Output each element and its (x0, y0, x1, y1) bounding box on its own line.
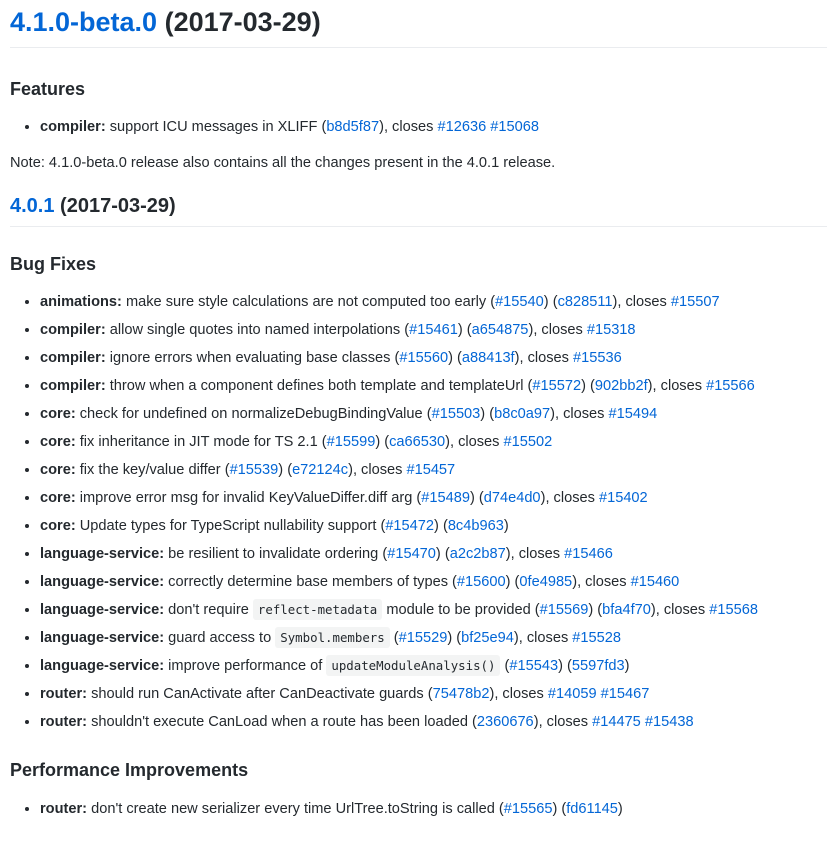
item-description: Update types for TypeScript nullability support (79, 518, 377, 535)
closes-issue-link[interactable]: #15507 (670, 294, 720, 311)
item-scope: router: (40, 714, 88, 731)
list-item: • language-service: guard access to Symbol.members (#15529) (bf25e94), closes #15528 (40, 624, 827, 652)
closes-issue-link[interactable]: #15457 (406, 462, 456, 479)
item-scope: language-service: (40, 546, 165, 563)
list-item: • core: fix inheritance in JIT mode for TS 2.1 (#15599) (ca66530), closes #15502 (40, 428, 827, 456)
list-item: • core: fix the key/value differ (#15539) (e72124c), closes #15457 (40, 456, 827, 484)
list-item: • router: don't create new serializer every time UrlTree.toString is called (#15565) (fd61145) (40, 795, 827, 823)
commit-link[interactable]: bfa4f70 (602, 602, 651, 619)
closes-issue-link[interactable]: #15068 (490, 118, 539, 135)
item-scope: language-service: (40, 658, 165, 675)
closes-issue-link[interactable]: #15466 (564, 546, 613, 563)
commit-link[interactable]: 902bb2f (594, 378, 648, 395)
list-item: • router: shouldn't execute CanLoad when a route has been loaded (2360676), closes #14475 #15438 (40, 708, 827, 736)
commit-link[interactable]: 75478b2 (432, 686, 490, 703)
pull-request-link[interactable]: #15600 (456, 574, 506, 591)
commit-link[interactable]: bf25e94 (461, 630, 514, 647)
list-item: • compiler: allow single quotes into named interpolations (#15461) (a654875), closes #15318 (40, 316, 827, 344)
item-description: improve error msg for invalid KeyValueDiffer.diff arg (79, 490, 413, 507)
item-scope: animations: (40, 294, 122, 311)
item-scope: core: (40, 462, 76, 479)
item-scope: compiler: (40, 350, 106, 367)
item-scope: core: (40, 434, 76, 451)
item-description-continued: module to be provided (386, 602, 531, 619)
item-description: fix the key/value differ (79, 462, 221, 479)
pull-request-link[interactable]: #15503 (431, 406, 481, 423)
item-description: support ICU messages in XLIFF (109, 118, 318, 135)
code-snippet: reflect-metadata (253, 599, 382, 620)
closes-issue-link[interactable]: #12636 (437, 118, 487, 135)
item-scope: core: (40, 518, 76, 535)
list-item: • core: improve error msg for invalid KeyValueDiffer.diff arg (#15489) (d74e4d0), closes #15402 (40, 484, 827, 512)
commit-link[interactable]: b8d5f87 (326, 118, 380, 135)
commit-link[interactable]: d74e4d0 (483, 490, 541, 507)
item-scope: compiler: (40, 118, 106, 135)
item-description: guard access to (168, 630, 272, 647)
pull-request-link[interactable]: #15599 (326, 434, 376, 451)
list-item: • compiler: throw when a component defines both template and templateUrl (#15572) (902bb2f), closes #15566 (40, 372, 827, 400)
closes-issue-link[interactable]: #15536 (573, 350, 622, 367)
features-list (10, 113, 827, 141)
closes-issue-link[interactable]: #15467 (600, 686, 650, 703)
pull-request-link[interactable]: #15543 (509, 658, 559, 675)
commit-link[interactable]: a88413f (461, 350, 515, 367)
release-note: Note: 4.1.0-beta.0 release also contains all the changes present in the 4.0.1 release. (10, 154, 556, 171)
closes-issue-link[interactable]: #15502 (503, 434, 553, 451)
item-description: should run CanActivate after CanDeactivate guards (91, 686, 424, 703)
list-item: • language-service: don't require reflect-metadata module to be provided (#15569) (bfa4f70), closes #15568 (40, 596, 827, 624)
item-scope: compiler: (40, 378, 106, 395)
release-version-link[interactable]: 4.0.1 (10, 194, 55, 217)
list-item: • language-service: improve performance of updateModuleAnalysis() (#15543) (5597fd3) (40, 652, 827, 680)
pull-request-link[interactable]: #15470 (387, 546, 436, 563)
pull-request-link[interactable]: #15540 (495, 294, 544, 311)
performance-list (10, 795, 827, 823)
features-heading: Features (10, 79, 86, 100)
list-item: • router: should run CanActivate after CanDeactivate guards (75478b2), closes #14059 #15467 (40, 680, 827, 708)
bug-fixes-list (10, 288, 827, 736)
list-item: • compiler: support ICU messages in XLIFF (b8d5f87), closes #12636 #15068 (40, 113, 827, 141)
item-description: make sure style calculations are not computed too early (125, 294, 487, 311)
pull-request-link[interactable]: #15539 (229, 462, 279, 479)
item-scope: core: (40, 490, 76, 507)
release-date: (2017-03-29) (60, 194, 176, 217)
pull-request-link[interactable]: #15569 (539, 602, 589, 619)
release-heading-401 (10, 190, 827, 227)
commit-link[interactable]: 0fe4985 (519, 574, 573, 591)
item-scope: router: (40, 686, 88, 703)
list-item: • core: check for undefined on normalizeDebugBindingValue (#15503) (b8c0a97), closes #15494 (40, 400, 827, 428)
pull-request-link[interactable]: #15560 (399, 350, 449, 367)
item-description: be resilient to invalidate ordering (168, 546, 379, 563)
list-item: • core: Update types for TypeScript nullability support (#15472) (8c4b963) (40, 512, 827, 540)
pull-request-link[interactable]: #15572 (532, 378, 582, 395)
item-description: allow single quotes into named interpolations (109, 322, 401, 339)
commit-link[interactable]: a654875 (471, 322, 529, 339)
item-description: check for undefined on normalizeDebugBindingValue (79, 406, 423, 423)
closes-issue-link[interactable]: #15402 (598, 490, 648, 507)
item-scope: compiler: (40, 322, 106, 339)
item-description: don't create new serializer every time UrlTree.toString is called (91, 800, 495, 817)
release-date: (2017-03-29) (164, 7, 321, 37)
list-item: • language-service: be resilient to invalidate ordering (#15470) (a2c2b87), closes #15466 (40, 540, 827, 568)
closes-issue-link[interactable]: #15566 (706, 378, 755, 395)
commit-link[interactable]: ca66530 (389, 434, 446, 451)
pull-request-link[interactable]: #15565 (503, 800, 553, 817)
pull-request-link[interactable]: #15529 (398, 630, 448, 647)
item-scope: language-service: (40, 574, 165, 591)
item-description: ignore errors when evaluating base classes (109, 350, 391, 367)
commit-link[interactable]: 8c4b963 (447, 518, 504, 535)
bug-fixes-heading: Bug Fixes (10, 253, 97, 274)
commit-link[interactable]: a2c2b87 (449, 546, 506, 563)
closes-issue-link[interactable]: #15438 (644, 714, 694, 731)
closes-issue-link[interactable]: #15460 (630, 574, 680, 591)
code-snippet: updateModuleAnalysis() (326, 655, 500, 676)
code-snippet: Symbol.members (275, 627, 389, 648)
item-description: improve performance of (168, 658, 323, 675)
list-item: • compiler: ignore errors when evaluating base classes (#15560) (a88413f), closes #15536 (40, 344, 827, 372)
closes-issue-link[interactable]: #15568 (709, 602, 758, 619)
item-description: don't require (168, 602, 249, 619)
release-heading-beta (10, 0, 827, 48)
commit-link[interactable]: 5597fd3 (571, 658, 625, 675)
pull-request-link[interactable]: #15472 (385, 518, 435, 535)
pull-request-link[interactable]: #15489 (421, 490, 470, 507)
closes-issue-link[interactable]: #14059 (547, 686, 597, 703)
commit-link[interactable]: c828511 (557, 294, 613, 311)
performance-heading: Performance Improvements (10, 760, 249, 781)
item-scope: language-service: (40, 630, 165, 647)
item-description: shouldn't execute CanLoad when a route has been loaded (91, 714, 468, 731)
item-description: throw when a component defines both template and templateUrl (109, 378, 524, 395)
closes-issue-link[interactable]: #15528 (572, 630, 621, 647)
item-description: correctly determine base members of types (168, 574, 448, 591)
commit-link[interactable]: fd61145 (566, 800, 618, 817)
commit-link[interactable]: b8c0a97 (494, 406, 551, 423)
list-item: • animations: make sure style calculations are not computed too early (#15540) (c828511), closes #15507 (40, 288, 827, 316)
closes-issue-link[interactable]: #15494 (608, 406, 658, 423)
closes-issue-link[interactable]: #14475 (592, 714, 641, 731)
closes-issue-link[interactable]: #15318 (586, 322, 636, 339)
item-scope: router: (40, 800, 88, 817)
item-scope: core: (40, 406, 76, 423)
item-scope: language-service: (40, 602, 165, 619)
commit-link[interactable]: e72124c (292, 462, 349, 479)
item-description: fix inheritance in JIT mode for TS 2.1 (79, 434, 318, 451)
release-version-link[interactable]: 4.1.0-beta.0 (10, 7, 158, 37)
commit-link[interactable]: 2360676 (476, 714, 534, 731)
list-item: • language-service: correctly determine base members of types (#15600) (0fe4985), closes #15460 (40, 568, 827, 596)
pull-request-link[interactable]: #15461 (409, 322, 458, 339)
